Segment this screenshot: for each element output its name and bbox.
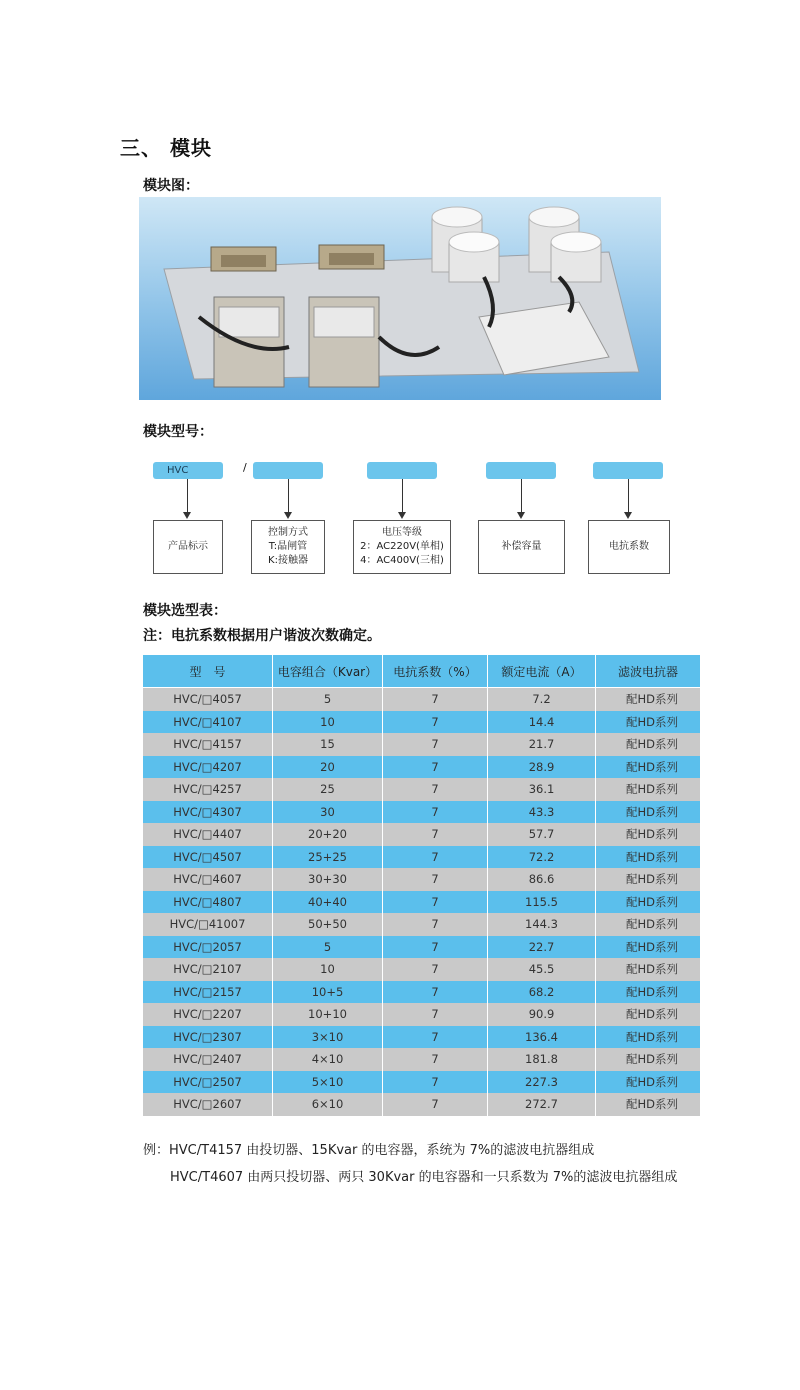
- cell-current: 227.3: [488, 1071, 596, 1094]
- cell-capacitance: 20: [273, 756, 383, 779]
- cell-reactance: 7: [383, 1093, 488, 1116]
- cell-capacitance: 10+5: [273, 981, 383, 1004]
- cell-reactance: 7: [383, 891, 488, 914]
- connector-line: [521, 479, 522, 512]
- cell-reactance: 7: [383, 1003, 488, 1026]
- table-note: 注：电抗系数根据用户谐波次数确定。: [143, 628, 381, 644]
- cell-reactor: 配HD系列: [596, 891, 701, 914]
- cell-capacitance: 10+10: [273, 1003, 383, 1026]
- cell-model: HVC/□2107: [143, 958, 273, 981]
- cell-current: 86.6: [488, 868, 596, 891]
- cell-reactance: 7: [383, 846, 488, 869]
- cell-current: 43.3: [488, 801, 596, 824]
- table-row: [143, 1071, 701, 1094]
- code-box-capacity: [486, 462, 556, 479]
- cell-capacitance: 10: [273, 958, 383, 981]
- desc-text: K:接触器: [268, 555, 308, 566]
- header-current: 额定电流（A）: [488, 655, 596, 688]
- header-reactance: 电抗系数（%）: [383, 655, 488, 688]
- cell-reactance: 7: [383, 756, 488, 779]
- arrow-down-icon: [624, 512, 632, 519]
- code-box-voltage: [367, 462, 437, 479]
- cell-reactor: 配HD系列: [596, 913, 701, 936]
- cell-model: HVC/□2207: [143, 1003, 273, 1026]
- section-title: 三、 模块: [120, 136, 212, 160]
- cell-current: 72.2: [488, 846, 596, 869]
- cell-reactor: 配HD系列: [596, 936, 701, 959]
- table-row: [143, 868, 701, 891]
- cell-current: 28.9: [488, 756, 596, 779]
- cell-reactor: 配HD系列: [596, 868, 701, 891]
- cell-reactance: 7: [383, 1071, 488, 1094]
- table-row: [143, 733, 701, 756]
- code-box-control: [253, 462, 323, 479]
- table-row: [143, 1048, 701, 1071]
- cell-reactance: 7: [383, 1026, 488, 1049]
- table-row: [143, 801, 701, 824]
- cell-model: HVC/□4307: [143, 801, 273, 824]
- cell-current: 68.2: [488, 981, 596, 1004]
- cell-reactance: 7: [383, 913, 488, 936]
- cell-capacitance: 20+20: [273, 823, 383, 846]
- cell-current: 22.7: [488, 936, 596, 959]
- desc-box-capacity: [478, 520, 565, 574]
- cell-reactance: 7: [383, 733, 488, 756]
- cell-capacitance: 25+25: [273, 846, 383, 869]
- cell-reactance: 7: [383, 958, 488, 981]
- cell-model: HVC/□2307: [143, 1026, 273, 1049]
- cell-capacitance: 30+30: [273, 868, 383, 891]
- cell-model: HVC/□4807: [143, 891, 273, 914]
- desc-text: 电抗系数: [609, 541, 649, 552]
- table-row: [143, 756, 701, 779]
- cell-capacitance: 15: [273, 733, 383, 756]
- cell-model: HVC/□4257: [143, 778, 273, 801]
- cell-reactance: 7: [383, 711, 488, 734]
- arrow-down-icon: [183, 512, 191, 519]
- header-model: 型 号: [143, 655, 273, 688]
- cell-model: HVC/□4207: [143, 756, 273, 779]
- cell-reactor: 配HD系列: [596, 1026, 701, 1049]
- cell-model: HVC/□2607: [143, 1093, 273, 1116]
- cell-model: HVC/□2157: [143, 981, 273, 1004]
- cell-reactance: 7: [383, 936, 488, 959]
- cell-model: HVC/□2407: [143, 1048, 273, 1071]
- example-line-2: HVC/T4607 由两只投切器、两只 30Kvar 的电容器和一只系数为 7%的滤波电抗器组成: [170, 1170, 678, 1185]
- table-row: [143, 711, 701, 734]
- cell-reactor: 配HD系列: [596, 1048, 701, 1071]
- connector-line: [402, 479, 403, 512]
- cell-current: 90.9: [488, 1003, 596, 1026]
- arrow-down-icon: [517, 512, 525, 519]
- cell-current: 144.3: [488, 913, 596, 936]
- cell-reactor: 配HD系列: [596, 823, 701, 846]
- cell-current: 181.8: [488, 1048, 596, 1071]
- cell-reactance: 7: [383, 778, 488, 801]
- connector-line: [187, 479, 188, 512]
- table-row: [143, 1003, 701, 1026]
- model-label: 模块型号：: [143, 424, 213, 440]
- header-capacitance: 电容组合（Kvar）: [273, 655, 383, 688]
- table-row: [143, 958, 701, 981]
- cell-current: 36.1: [488, 778, 596, 801]
- arrow-down-icon: [398, 512, 406, 519]
- table-row: [143, 778, 701, 801]
- module-photo: [139, 197, 661, 400]
- cell-model: HVC/□2507: [143, 1071, 273, 1094]
- cell-current: 136.4: [488, 1026, 596, 1049]
- cell-reactor: 配HD系列: [596, 981, 701, 1004]
- cell-capacitance: 10: [273, 711, 383, 734]
- cell-capacitance: 4×10: [273, 1048, 383, 1071]
- arrow-down-icon: [284, 512, 292, 519]
- cell-current: 57.7: [488, 823, 596, 846]
- cell-current: 45.5: [488, 958, 596, 981]
- cell-reactor: 配HD系列: [596, 733, 701, 756]
- cell-model: HVC/□4107: [143, 711, 273, 734]
- table-row: [143, 823, 701, 846]
- desc-text: T:晶闸管: [268, 541, 308, 552]
- cell-reactor: 配HD系列: [596, 846, 701, 869]
- desc-title: 控制方式: [268, 527, 308, 538]
- cell-current: 115.5: [488, 891, 596, 914]
- cell-reactor: 配HD系列: [596, 778, 701, 801]
- cell-reactor: 配HD系列: [596, 1071, 701, 1094]
- selection-label: 模块选型表：: [143, 603, 227, 619]
- table-row: [143, 688, 701, 711]
- desc-text: 产品标示: [168, 541, 208, 552]
- desc-box-reactance: [588, 520, 670, 574]
- cell-current: 7.2: [488, 688, 596, 711]
- cell-model: HVC/□41007: [143, 913, 273, 936]
- module-photo-drawing: [139, 197, 661, 400]
- cell-model: HVC/□4157: [143, 733, 273, 756]
- cell-capacitance: 6×10: [273, 1093, 383, 1116]
- table-row: [143, 1026, 701, 1049]
- cell-reactor: 配HD系列: [596, 711, 701, 734]
- cell-reactance: 7: [383, 688, 488, 711]
- cell-capacitance: 40+40: [273, 891, 383, 914]
- cell-capacitance: 5×10: [273, 1071, 383, 1094]
- cell-model: HVC/□4057: [143, 688, 273, 711]
- cell-reactance: 7: [383, 981, 488, 1004]
- header-reactor: 滤波电抗器: [596, 655, 701, 688]
- cell-reactor: 配HD系列: [596, 801, 701, 824]
- cell-capacitance: 5: [273, 936, 383, 959]
- table-row: [143, 846, 701, 869]
- cell-capacitance: 5: [273, 688, 383, 711]
- cell-reactance: 7: [383, 1048, 488, 1071]
- example-line-1: 例：HVC/T4157 由投切器、15Kvar 的电容器，系统为 7%的滤波电抗器组成: [143, 1143, 595, 1158]
- cell-capacitance: 30: [273, 801, 383, 824]
- desc-text: 2：AC220V(单相): [360, 541, 444, 552]
- cell-reactor: 配HD系列: [596, 958, 701, 981]
- cell-model: HVC/□4607: [143, 868, 273, 891]
- desc-box-voltage: [353, 520, 451, 574]
- cell-current: 272.7: [488, 1093, 596, 1116]
- cell-capacitance: 50+50: [273, 913, 383, 936]
- cell-current: 14.4: [488, 711, 596, 734]
- code-box-reactance: [593, 462, 663, 479]
- code-box-product: HVC: [153, 462, 223, 479]
- cell-reactance: 7: [383, 868, 488, 891]
- cell-model: HVC/□4407: [143, 823, 273, 846]
- desc-text: 4：AC400V(三相): [360, 555, 444, 566]
- table-row: [143, 913, 701, 936]
- table-header-row: [143, 655, 701, 688]
- desc-box-product: [153, 520, 223, 574]
- cell-current: 21.7: [488, 733, 596, 756]
- desc-text: 补偿容量: [501, 541, 542, 552]
- cell-capacitance: 25: [273, 778, 383, 801]
- selection-table: [142, 654, 701, 1116]
- cell-capacitance: 3×10: [273, 1026, 383, 1049]
- module-image-label: 模块图：: [143, 178, 199, 194]
- cell-reactor: 配HD系列: [596, 1003, 701, 1026]
- connector-line: [288, 479, 289, 512]
- table-row: [143, 936, 701, 959]
- cell-reactance: 7: [383, 801, 488, 824]
- cell-model: HVC/□4507: [143, 846, 273, 869]
- desc-box-control: [251, 520, 325, 574]
- cell-reactor: 配HD系列: [596, 1093, 701, 1116]
- cell-reactance: 7: [383, 823, 488, 846]
- code-separator: /: [243, 461, 247, 474]
- table-row: [143, 981, 701, 1004]
- cell-reactor: 配HD系列: [596, 688, 701, 711]
- connector-line: [628, 479, 629, 512]
- cell-reactor: 配HD系列: [596, 756, 701, 779]
- cell-model: HVC/□2057: [143, 936, 273, 959]
- desc-title: 电压等级: [382, 527, 422, 538]
- table-row: [143, 891, 701, 914]
- table-row: [143, 1093, 701, 1116]
